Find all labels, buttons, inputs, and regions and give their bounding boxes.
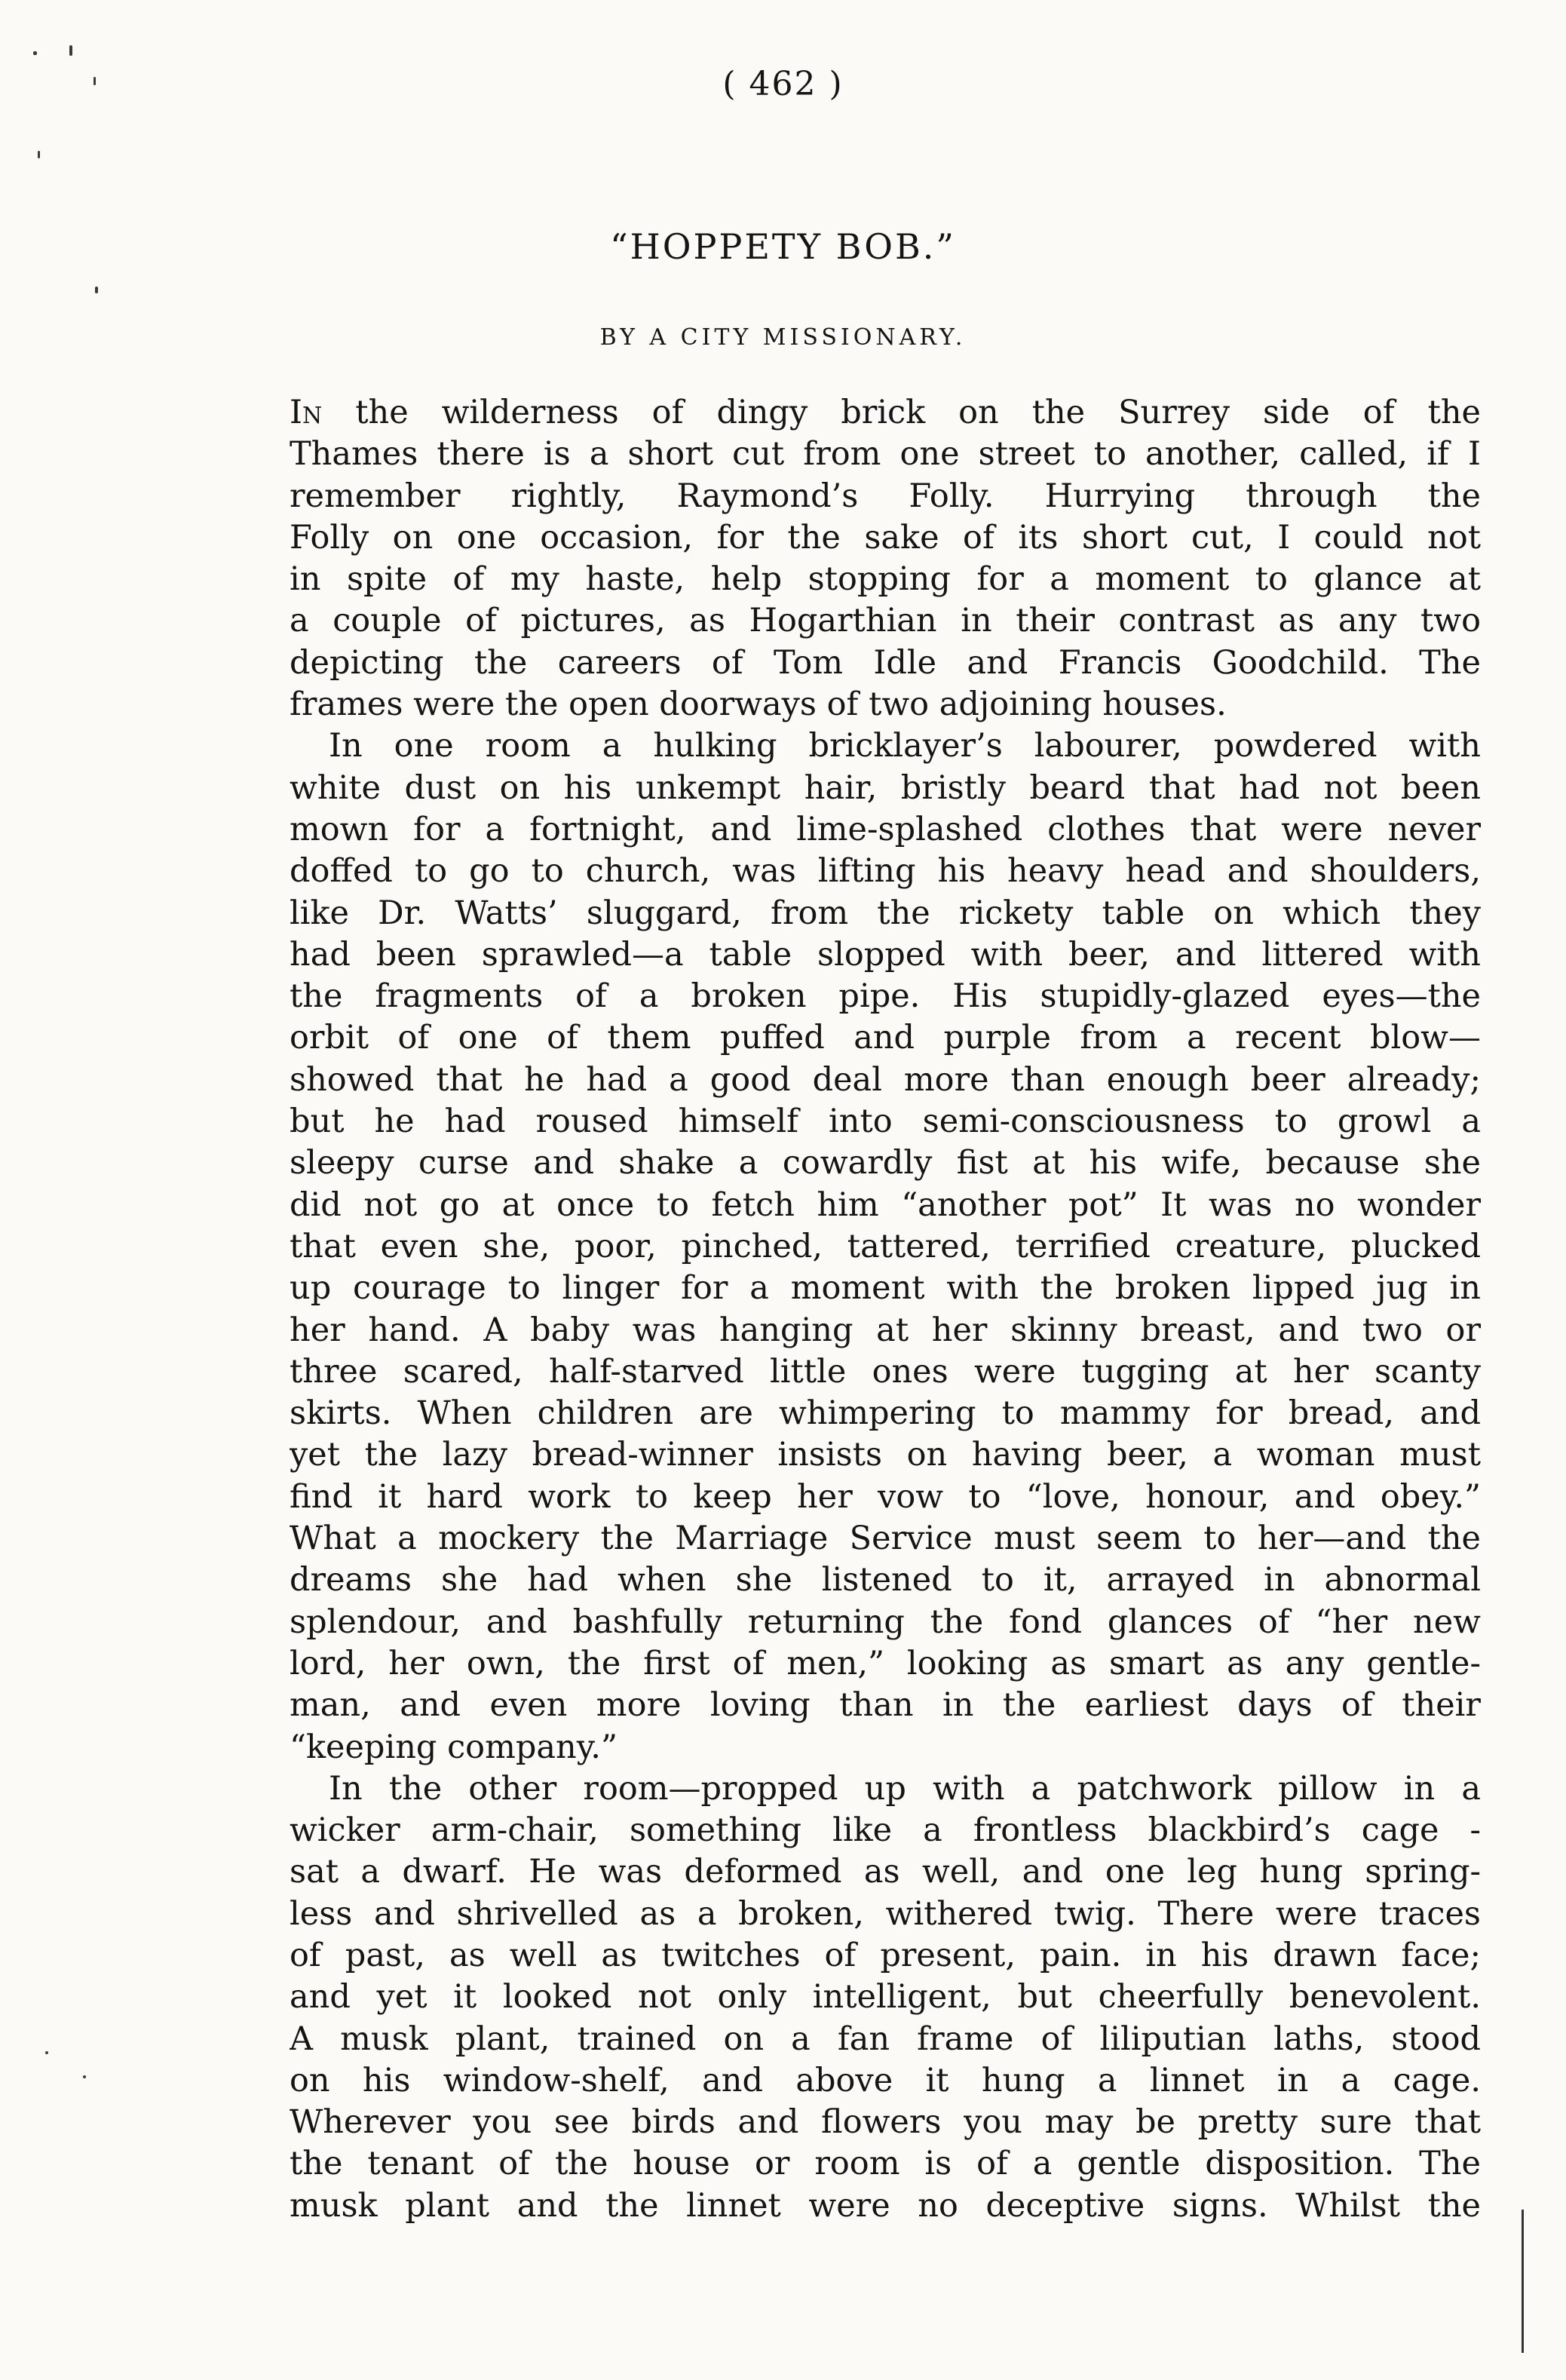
text-line: splendour, and bashfully returning the fond glances of “her new	[290, 1603, 1481, 1641]
text-line: man, and even more loving than in the earliest days of their	[290, 1686, 1481, 1725]
text-line: that even she, poor, pinched, tattered, terrified creature, plucked	[290, 1227, 1481, 1265]
margin-speck	[45, 2051, 48, 2054]
text-line: “keeping company.”	[290, 1728, 618, 1766]
text-line: doffed to go to church, was lifting his heavy head and shoulders,	[290, 852, 1481, 891]
text-line: remember rightly, Raymond’s Folly. Hurrying through the	[290, 477, 1481, 515]
text-line: frames were the open doorways of two adjoining houses.	[290, 685, 1227, 724]
text-line: sat a dwarf. He was deformed as well, and one leg hung spring-	[290, 1853, 1481, 1891]
text-line: wicker arm-chair, something like a frontless blackbird’s cage -	[290, 1811, 1481, 1850]
article-body	[290, 392, 1481, 2227]
text-line: In the other room—propped up with a patchwork pillow in a	[329, 1769, 1481, 1808]
text-line: on his window-shelf, and above it hung a linnet in a cage.	[290, 2061, 1481, 2099]
text-line	[290, 392, 1481, 434]
margin-speck	[83, 2075, 86, 2078]
text-line: Folly on one occasion, for the sake of its short cut, I could not	[290, 518, 1481, 557]
margin-rule	[1522, 2210, 1524, 2353]
page-number: ( 462 )	[722, 65, 844, 103]
text-line: up courage to linger for a moment with the broken lipped jug in	[290, 1269, 1481, 1308]
text-line: In one room a hulking bricklayer’s labourer, powdered with	[329, 727, 1481, 765]
text-line: mown for a fortnight, and lime-splashed clothes that were never	[290, 810, 1481, 848]
text-line: white dust on his unkempt hair, bristly beard that had not been	[290, 768, 1481, 807]
text-line: Wherever you see birds and flowers you may be pretty sure that	[290, 2103, 1481, 2142]
text-line: did not go at once to fetch him “another pot” It was no wonder	[290, 1185, 1481, 1224]
article-byline: BY A CITY MISSIONARY.	[599, 324, 967, 351]
margin-speck	[38, 151, 40, 158]
text-line: sleepy curse and shake a cowardly fist at his wife, because she	[290, 1144, 1481, 1182]
text-line: musk plant and the linnet were no deceptive signs. Whilst the	[290, 2186, 1481, 2225]
text-line: What a mockery the Marriage Service must seem to her—and the	[290, 1520, 1481, 1558]
text-line-rest: the wilderness of dingy brick on the Surrey side of the	[322, 394, 1481, 431]
text-line: had been sprawled—a table slopped with beer, and littered with	[290, 935, 1481, 974]
text-line: depicting the careers of Tom Idle and Francis Goodchild. The	[290, 643, 1481, 682]
text-line: orbit of one of them puffed and purple from a recent blow—	[290, 1019, 1481, 1057]
article-title: “HOPPETY BOB.”	[610, 226, 956, 267]
text-line: a couple of pictures, as Hogarthian in their contrast as any two	[290, 602, 1481, 640]
margin-speck	[69, 45, 72, 56]
margin-speck	[33, 51, 37, 55]
text-line: Thames there is a short cut from one street to another, called, if I	[290, 435, 1481, 474]
text-line: and yet it looked not only intelligent, but cheerfully benevolent.	[290, 1978, 1481, 2017]
text-line: lord, her own, the first of men,” looking as smart as any gentle-	[290, 1644, 1481, 1682]
margin-speck	[95, 287, 98, 293]
text-line: skirts. When children are whimpering to mammy for bread, and	[290, 1394, 1481, 1433]
text-line: like Dr. Watts’ sluggard, from the rickety table on which they	[290, 894, 1481, 932]
text-line: but he had roused himself into semi-consciousness to growl a	[290, 1103, 1481, 1141]
text-line: A musk plant, trained on a fan frame of liliputian laths, stood	[290, 2020, 1481, 2058]
drop-word: In	[290, 394, 323, 431]
text-line: dreams she had when she listened to it, arrayed in abnormal	[290, 1561, 1481, 1599]
text-line: the fragments of a broken pipe. His stupidly-glazed eyes—the	[290, 977, 1481, 1016]
text-line: her hand. A baby was hanging at her skinny breast, and two or	[290, 1311, 1481, 1349]
text-line: the tenant of the house or room is of a gentle disposition. The	[290, 2145, 1481, 2183]
text-line: showed that he had a good deal more than enough beer already;	[290, 1060, 1481, 1099]
text-line: yet the lazy bread-winner insists on having beer, a woman must	[290, 1436, 1481, 1474]
text-line: three scared, half-starved little ones were tugging at her scanty	[290, 1352, 1481, 1391]
text-line: in spite of my haste, help stopping for a moment to glance at	[290, 560, 1481, 599]
text-line: of past, as well as twitches of present, pain. in his drawn face;	[290, 1936, 1481, 1974]
text-line: less and shrivelled as a broken, withered twig. There were traces	[290, 1894, 1481, 1933]
text-line: find it hard work to keep her vow to “love, honour, and obey.”	[290, 1477, 1481, 1516]
